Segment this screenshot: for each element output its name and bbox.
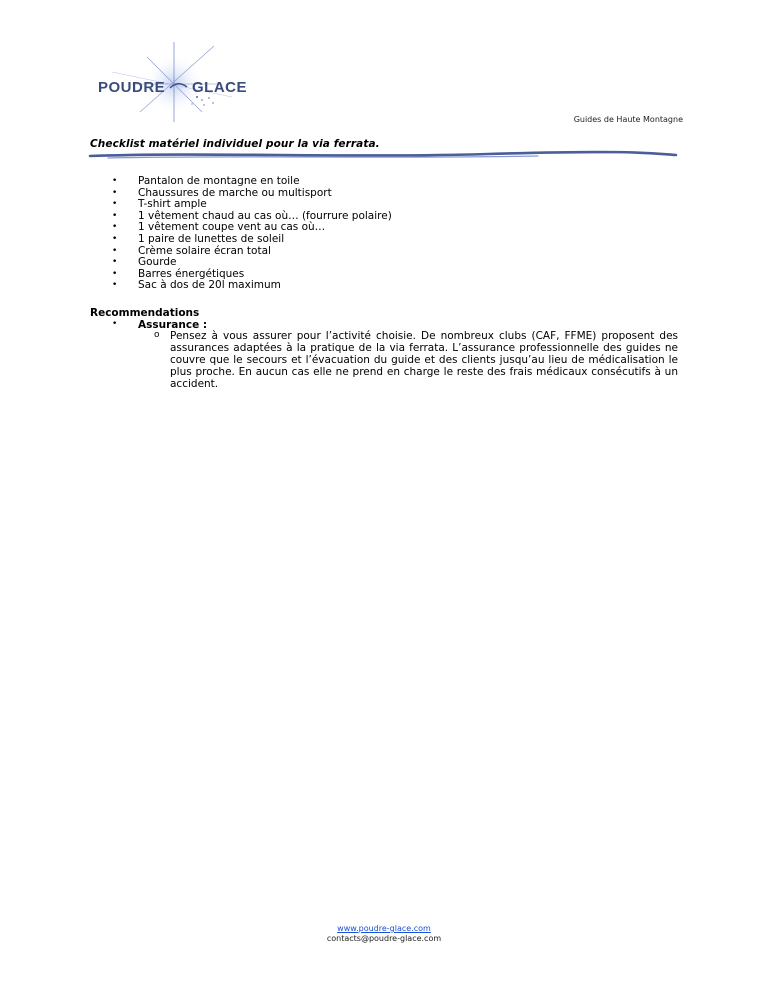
bullet-icon: • xyxy=(112,187,118,198)
equipment-checklist xyxy=(110,176,392,292)
list-item: • Gourde xyxy=(112,256,177,269)
bullet-icon: • xyxy=(112,199,118,210)
list-item: • Barres énergétiques xyxy=(112,267,245,280)
bullet-icon: • xyxy=(112,210,118,221)
svg-text:GLACE: GLACE xyxy=(192,79,247,96)
company-logo xyxy=(92,42,262,127)
recommendations-heading: Recommendations xyxy=(90,307,200,319)
list-item: • 1 paire de lunettes de soleil xyxy=(112,232,285,245)
bullet-icon: • xyxy=(112,222,118,233)
list-item: • Chaussures de marche ou multisport xyxy=(112,186,332,199)
list-item: • Crème solaire écran total xyxy=(112,244,271,257)
bullet-icon: • xyxy=(112,176,118,186)
bullet-icon: • xyxy=(112,245,118,256)
document-title: Checklist matériel individuel pour la via ferrata. xyxy=(90,138,380,150)
bullet-icon: • xyxy=(112,280,118,291)
list-item: • 1 vêtement coupe vent au cas où… xyxy=(112,221,326,234)
contact-email: contacts@poudre-glace.com xyxy=(326,934,442,943)
website-link[interactable]: www.poudre-glace.com xyxy=(337,924,431,933)
list-item: • Sac à dos de 20l maximum xyxy=(112,279,281,292)
list-item: • Pantalon de montagne en toile xyxy=(112,175,300,187)
header-tagline: Guides de Haute Montagne xyxy=(573,115,683,124)
logo-text: POUDRE xyxy=(98,79,166,96)
page-footer xyxy=(0,924,768,944)
bullet-icon: • xyxy=(112,268,118,279)
list-item: • T-shirt ample xyxy=(112,198,207,211)
list-item: • 1 vêtement chaud au cas où… (fourrure polaire) xyxy=(112,209,392,222)
logo-star-graphic xyxy=(92,42,262,127)
bullet-icon: • xyxy=(112,319,118,329)
insurance-label: Assurance : xyxy=(138,319,208,331)
bullet-icon: • xyxy=(112,257,118,268)
title-underline-decoration xyxy=(88,149,678,161)
bullet-icon: • xyxy=(112,233,118,244)
circle-bullet-icon: o xyxy=(154,330,160,340)
insurance-paragraph: Pensez à vous assurer pour l’activité choisie. De nombreux clubs (CAF, FFME) proposent des assurances adaptées à la pratique de la via ferrata. L’assurance professionnelle des guides ne couvre que le secours et l’évacuation du guide et des clients jusqu’au lieu de médicalisation le plus proche. En aucun cas elle ne prend en charge le reste des frais médicaux consécutifs à un accident. xyxy=(170,330,678,391)
